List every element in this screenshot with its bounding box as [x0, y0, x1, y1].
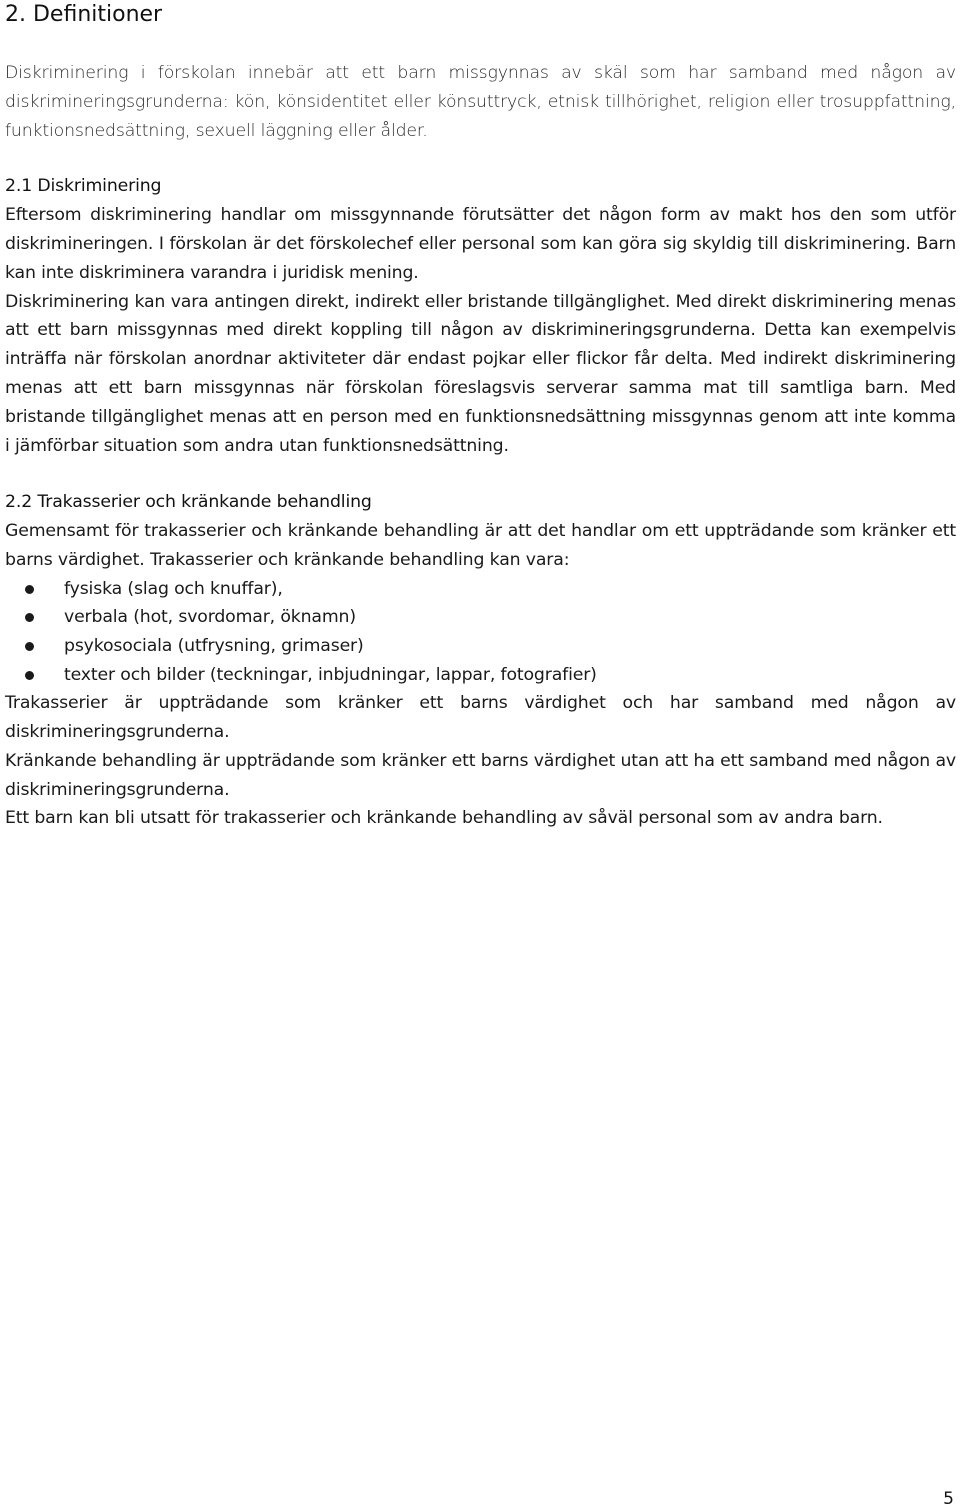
bullet-icon	[25, 671, 34, 680]
body-paragraph: Eftersom diskriminering handlar om missgynnande förutsätter det någon form av makt hos den som utför diskrimineringen. I förskolan är det förskolechef eller personal som kan göra sig skyldig till diskriminering. Barn kan inte diskriminera varandra i juridisk mening.	[5, 205, 956, 283]
body-paragraph: Ett barn kan bli utsatt för trakasserier och kränkande behandling av såväl personal som av andra barn.	[5, 808, 883, 829]
list-item-text: psykosociala (utfrysning, grimaser)	[64, 635, 364, 656]
list-item	[5, 603, 956, 632]
intro-paragraph: Diskriminering i förskolan innebär att ett barn missgynnas av skäl som har samband med någon av diskrimineringsgrunderna: kön, könsidentitet eller könsuttryck, etnisk tillhörighet, religion eller trosuppfattning, funktionsnedsättning, sexuell läggning eller ålder.	[5, 63, 956, 141]
bullet-icon	[25, 613, 34, 622]
body-paragraph: Diskriminering kan vara antingen direkt, indirekt eller bristande tillgänglighet. Med direkt diskriminering menas att ett barn missgynnas med direkt koppling till någon av diskrimineringsgrunderna. Detta kan exempelvis inträffa när förskolan anordnar aktiviteter där endast pojkar eller flickor får delta. Med indirekt diskriminering menas att ett barn missgynnas när förskolan föreslagsvis serverar samma mat till samtliga barn. Med bristande tillgänglighet menas att en person med en funktionsnedsättning missgynnas genom att inte komma i jämförbar situation som andra utan funktionsnedsättning.	[5, 291, 956, 456]
page-number: 5	[943, 1489, 954, 1509]
bullet-icon	[25, 642, 34, 651]
list-item-text: fysiska (slag och knuffar),	[64, 578, 283, 599]
list-item-text: verbala (hot, svordomar, öknamn)	[64, 607, 356, 628]
section-title: 2. Definitioner	[5, 2, 163, 27]
list-item-text: texter och bilder (teckningar, inbjudningar, lappar, fotografier)	[64, 664, 597, 685]
body-paragraph: Kränkande behandling är uppträdande som kränker ett barns värdighet utan att ha ett samband med någon av diskrimineringsgrunderna.	[5, 750, 956, 800]
body-paragraph: Trakasserier är uppträdande som kränker ett barns värdighet och har samband med någon av diskrimineringsgrunderna.	[5, 693, 956, 742]
bullet-list	[5, 575, 956, 689]
document-page	[5, 0, 956, 833]
subsection-heading-2-2: 2.2 Trakasserier och kränkande behandling	[5, 492, 372, 513]
list-item	[5, 575, 956, 604]
body-paragraph: Gemensamt för trakasserier och kränkande behandling är att det handlar om ett uppträdande som kränker ett barns värdighet. Trakasserier och kränkande behandling kan vara:	[5, 521, 956, 570]
bullet-icon	[25, 585, 34, 594]
list-item	[5, 632, 956, 661]
list-item	[5, 661, 956, 690]
subsection-heading-2-1: 2.1 Diskriminering	[5, 176, 162, 197]
